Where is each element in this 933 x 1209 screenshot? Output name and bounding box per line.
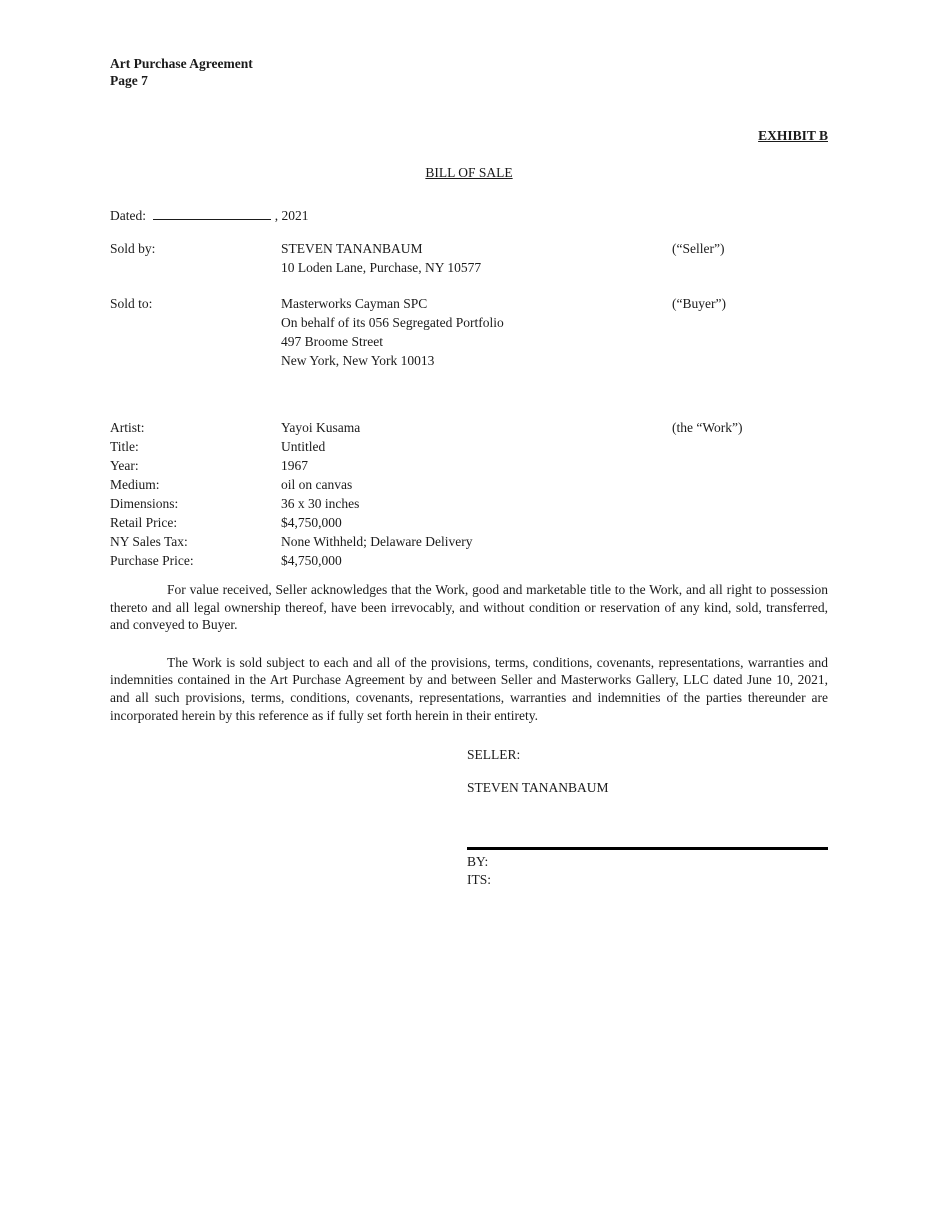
dated-line [110, 206, 828, 225]
artwork-detail-row [110, 551, 828, 570]
buyer-name: Masterworks Cayman SPC [281, 296, 428, 311]
buyer-tag: (“Buyer”) [672, 296, 726, 311]
sold-to-label: Sold to: [110, 296, 153, 311]
retail-price-label: Retail Price: [110, 515, 178, 530]
sold-by-row [110, 239, 828, 277]
sales-tax-value: None Withheld; Delaware Delivery [281, 534, 473, 549]
title-label: Title: [110, 439, 139, 454]
purchase-price-value: $4,750,000 [281, 553, 342, 568]
artwork-detail-row [110, 513, 828, 532]
artwork-detail-row [110, 532, 828, 551]
document-content [110, 0, 828, 889]
title-value: Untitled [281, 439, 326, 454]
medium-label: Medium: [110, 477, 160, 492]
dimensions-label: Dimensions: [110, 496, 179, 511]
sold-to-row [110, 294, 828, 370]
dated-label: Dated: [110, 208, 146, 223]
buyer-address-block [281, 294, 672, 370]
seller-address-block [281, 239, 672, 277]
header-title: Art Purchase Agreement [110, 56, 253, 71]
buyer-street: 497 Broome Street [281, 334, 383, 349]
sales-tax-label: NY Sales Tax: [110, 534, 188, 549]
artist-label: Artist: [110, 420, 145, 435]
purchase-price-label: Purchase Price: [110, 553, 194, 568]
buyer-city: New York, New York 10013 [281, 353, 435, 368]
artwork-detail-row [110, 456, 828, 475]
paragraph-value-received: For value received, Seller acknowledges that the Work, good and marketable title to the Work, and all right to possession thereto and all legal ownership thereof, have been irrevocably, and without condition or reservation of any kind, sold, transferred, and conveyed to Buyer. [110, 582, 828, 633]
seller-heading: SELLER: [467, 747, 521, 763]
header-page-number: Page 7 [110, 73, 148, 88]
artwork-detail-row [110, 437, 828, 456]
its-label: ITS: [467, 872, 492, 888]
sold-by-label: Sold by: [110, 241, 156, 256]
artist-value: Yayoi Kusama [281, 420, 361, 435]
date-blank-field [153, 206, 271, 220]
seller-name: STEVEN TANANBAUM [281, 241, 423, 256]
artwork-detail-row [110, 494, 828, 513]
seller-address: 10 Loden Lane, Purchase, NY 10577 [281, 260, 482, 275]
artwork-details [110, 418, 828, 570]
dated-year: , 2021 [274, 208, 309, 223]
retail-price-value: $4,750,000 [281, 515, 342, 530]
buyer-portfolio: On behalf of its 056 Segregated Portfolio [281, 315, 504, 330]
signature-section [467, 745, 828, 889]
by-label: BY: [467, 854, 489, 870]
document-title-text: BILL OF SALE [425, 165, 513, 180]
medium-value: oil on canvas [281, 477, 353, 492]
dimensions-value: 36 x 30 inches [281, 496, 360, 511]
exhibit-label-text: EXHIBIT B [758, 128, 828, 143]
artwork-detail-row [110, 418, 828, 437]
document-title [110, 164, 828, 181]
work-tag: (the “Work”) [672, 420, 743, 435]
artwork-detail-row [110, 475, 828, 494]
paragraph-provisions: The Work is sold subject to each and all of the provisions, terms, conditions, covenants, representations, warranties and indemnities contained in the Art Purchase Agreement by and between Seller and Masterworks Gallery, LLC dated June 10, 2021, and all such provisions, terms, conditions, covenants, representations, warranties and indemnities of the parties thereunder are incorporated herein by this reference as if fully set forth herein in their entirety. [110, 654, 828, 723]
year-value: 1967 [281, 458, 308, 473]
signature-seller-name: STEVEN TANANBAUM [467, 780, 609, 796]
exhibit-label [110, 127, 828, 144]
signature-line [467, 847, 828, 850]
seller-tag: (“Seller”) [672, 241, 725, 256]
page-header [110, 0, 828, 89]
year-label: Year: [110, 458, 139, 473]
